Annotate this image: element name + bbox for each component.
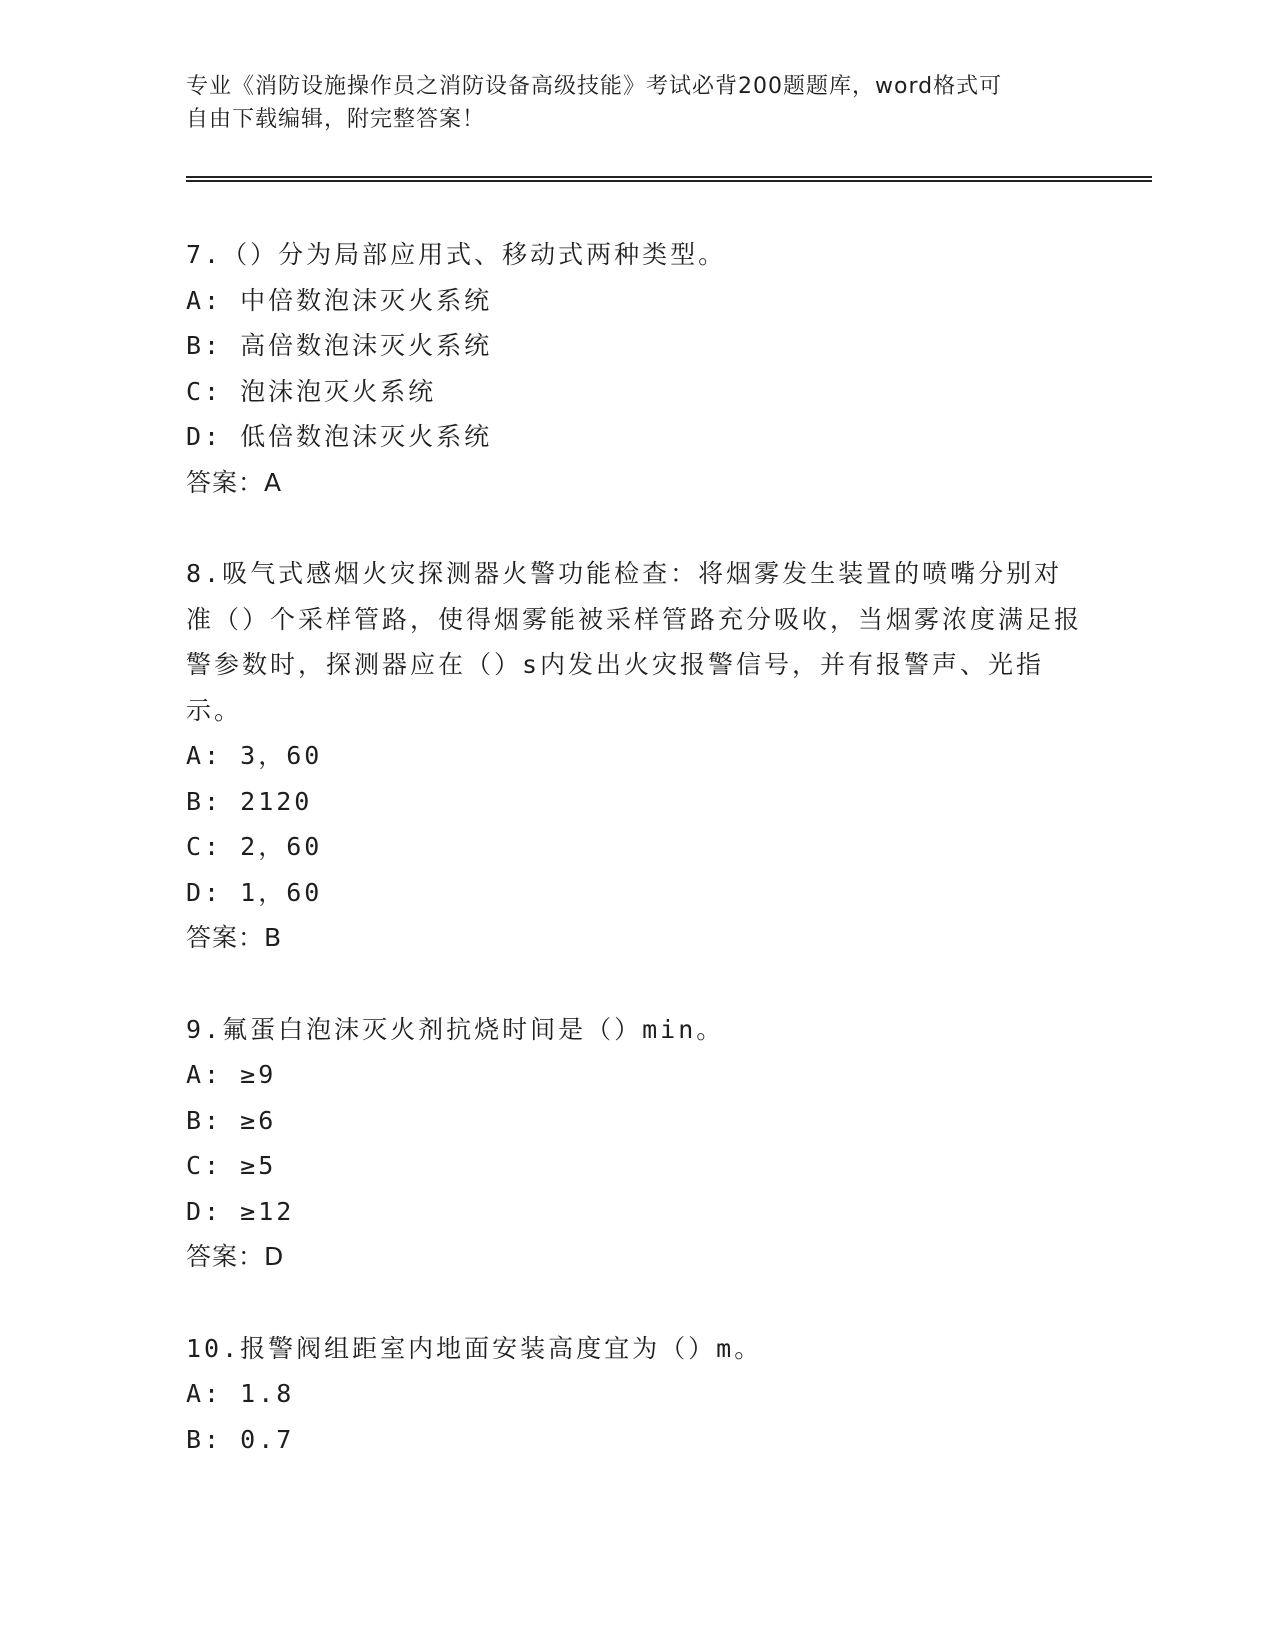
option-d: D: ≥12 xyxy=(186,1196,295,1226)
document-header xyxy=(186,70,1066,136)
question-stem: 9.氟蛋白泡沫灭火剂抗烧时间是（）min。 xyxy=(186,1014,725,1044)
answer-line: 答案：A xyxy=(186,467,283,497)
answer-line: 答案：D xyxy=(186,1242,285,1271)
option-c: C: 2，60 xyxy=(186,832,323,861)
option-a: A: 中倍数泡沫灭火系统 xyxy=(186,285,493,315)
option-a: A: 1.8 xyxy=(186,1379,295,1408)
header-line-2: 自由下载编辑，附完整答案！ xyxy=(186,107,486,132)
question-10 xyxy=(186,1326,1086,1463)
option-d: D: 低倍数泡沫灭火系统 xyxy=(186,422,493,451)
question-stem: 7.（）分为局部应用式、移动式两种类型。 xyxy=(186,240,727,269)
question-8 xyxy=(186,551,1086,961)
option-b: B: 高倍数泡沫灭火系统 xyxy=(186,331,493,360)
option-c: C: 泡沫泡灭火系统 xyxy=(186,376,437,406)
option-a: A: 3，60 xyxy=(186,741,323,770)
option-b: B: 0.7 xyxy=(186,1424,295,1454)
question-stem: 8.吸气式感烟火灾探测器火警功能检查：将烟雾发生装置的喷嘴分别对准（）个采样管路，使得烟雾能被采样管路充分吸收，当烟雾浓度满足报警参数时，探测器应在（）s内发出火灾报警信号，并有报警声、光指示。 xyxy=(186,559,1083,725)
option-a: A: ≥9 xyxy=(186,1060,277,1089)
option-b: B: ≥6 xyxy=(186,1105,277,1135)
question-stem: 10.报警阀组距室内地面安装高度宜为（）m。 xyxy=(186,1333,763,1363)
header-line-1: 专业《消防设施操作员之消防设备高级技能》考试必背200题题库，word格式可 xyxy=(186,74,1003,99)
question-7 xyxy=(186,232,1086,505)
option-b: B: 2120 xyxy=(186,786,313,816)
question-9 xyxy=(186,1007,1086,1280)
option-d: D: 1，60 xyxy=(186,877,323,907)
question-list xyxy=(186,232,1086,1508)
option-c: C: ≥5 xyxy=(186,1151,277,1180)
header-divider xyxy=(186,176,1152,182)
answer-line: 答案：B xyxy=(186,923,283,952)
